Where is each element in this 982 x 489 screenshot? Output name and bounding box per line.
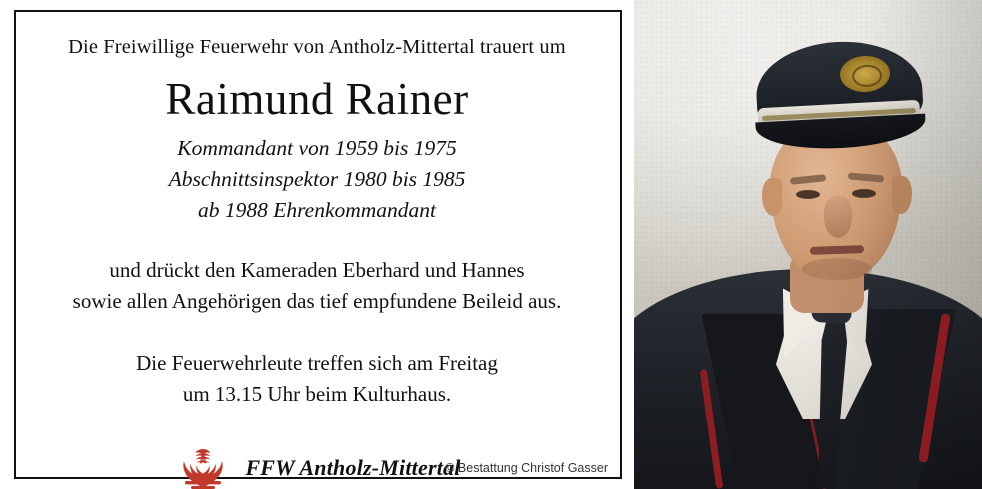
portrait-photo [634, 0, 982, 489]
chin-shadow [802, 258, 872, 280]
organization-name: FFW Antholz-Mittertal [245, 454, 461, 480]
intro-text: Die Freiwillige Feuerwehr von Antholz-Mittertal trauert um [68, 36, 566, 58]
meeting-line: Die Feuerwehrleute treffen sich am Freitag [136, 350, 498, 375]
meeting-info [30, 348, 604, 411]
eye-right [852, 189, 876, 198]
nose [824, 196, 852, 238]
role-item: ab 1988 Ehrenkommandant [197, 198, 437, 223]
photo-credit: © Bestattung Christof Gasser [445, 461, 608, 475]
condolence-line: sowie allen Angehörigen das tief empfundene Beileid aus. [72, 289, 562, 314]
meeting-line: um 13.15 Uhr beim Kulturhaus. [182, 382, 452, 407]
ear-right [892, 176, 912, 214]
eye-left [796, 190, 820, 199]
condolence-line: und drückt den Kameraden Eberhard und Hannes [109, 257, 525, 282]
role-item: Abschnittsinspektor 1980 bis 1985 [168, 167, 466, 192]
role-item: Kommandant von 1959 bis 1975 [177, 136, 457, 160]
roles-list [30, 133, 604, 227]
condolence-text [30, 255, 604, 318]
photo-subject [634, 0, 982, 489]
fire-brigade-emblem-icon [173, 445, 233, 489]
deceased-name: Raimund Rainer [165, 74, 469, 124]
ear-left [762, 178, 782, 216]
